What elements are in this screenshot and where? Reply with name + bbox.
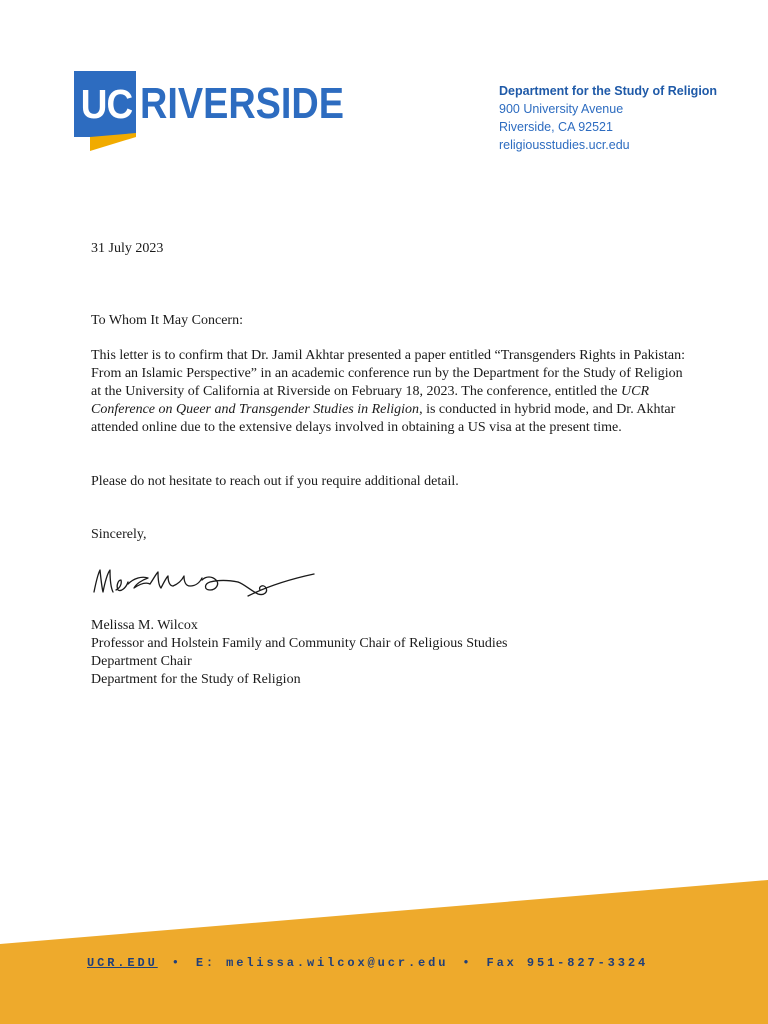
- department-website: religiousstudies.ucr.edu: [499, 138, 630, 152]
- logo-uc-text: UC: [80, 81, 133, 127]
- footer-contact-line: [87, 956, 648, 970]
- footer-fax: Fax 951-827-3324: [486, 956, 649, 970]
- handwritten-signature: [88, 562, 320, 602]
- signature-block: [91, 617, 507, 689]
- department-name: Department for the Study of Religion: [499, 84, 718, 98]
- footer-separator: •: [171, 956, 182, 970]
- logo-uc-box: [74, 71, 136, 137]
- body-paragraph-1-part-2: , is conducted in hybrid mode, and Dr. Akhtar attended online due to the extensive delays involved in obtaining a US visa at the present time.: [91, 402, 676, 435]
- signer-name: Melissa M. Wilcox: [91, 618, 198, 633]
- body-paragraph-1-part-1: This letter is to confirm that Dr. Jamil Akhtar presented a paper entitled “Transgenders Rights in Pakistan: From an Islamic Perspective” in an academic conference run by the Department for the Study of Religion at the University of California at Riverside on February 18, 2023. The conference, entitled the: [91, 348, 685, 399]
- footer-gold-band: [0, 880, 768, 1024]
- logo-gold-flag: [90, 133, 136, 151]
- footer-site-link[interactable]: UCR.EDU: [87, 956, 158, 970]
- logo-wordmark: RIVERSIDE: [140, 79, 344, 128]
- footer-email[interactable]: E: melissa.wilcox@ucr.edu: [195, 956, 449, 970]
- body-paragraph-2: Please do not hesitate to reach out if you require additional detail.: [91, 474, 459, 489]
- address-line-2: Riverside, CA 92521: [499, 120, 613, 134]
- body-paragraph-1: [91, 347, 691, 437]
- conference-title: UCR Conference on Queer and Transgender Studies in Religion: [91, 384, 650, 417]
- address-line-1: 900 University Avenue: [499, 102, 624, 116]
- salutation: To Whom It May Concern:: [91, 313, 243, 328]
- signer-title: Professor and Holstein Family and Community Chair of Religious Studies: [91, 636, 508, 651]
- closing: Sincerely,: [91, 527, 147, 542]
- footer-separator: •: [462, 956, 473, 970]
- letter-date: 31 July 2023: [91, 241, 164, 256]
- department-address-block: [499, 82, 717, 154]
- signer-department: Department for the Study of Religion: [91, 672, 301, 687]
- signer-role: Department Chair: [91, 654, 192, 669]
